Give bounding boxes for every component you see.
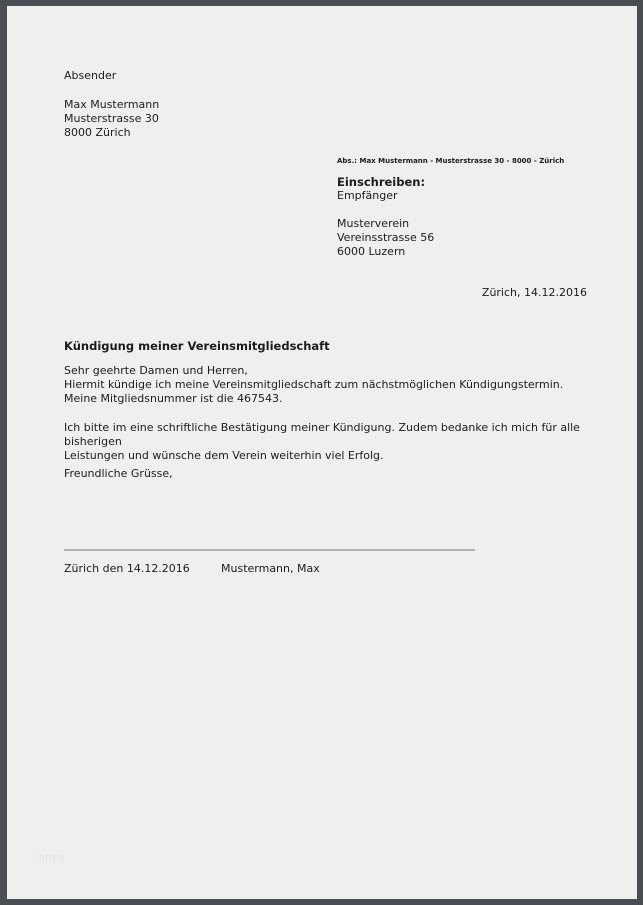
- subject-line: Kündigung meiner Vereinsmitgliedschaft: [64, 339, 330, 353]
- signature-place-date: Zürich den 14.12.2016: [64, 562, 190, 575]
- signature-rule: [64, 549, 475, 551]
- delivery-type: Einschreiben:: [337, 175, 426, 189]
- body-paragraph-2: [64, 421, 594, 463]
- signature-row: [64, 562, 475, 576]
- sender-name: Max Mustermann: [64, 98, 160, 111]
- recipient-city: 6000 Luzern: [337, 245, 406, 258]
- closing-line: Freundliche Grüsse,: [64, 467, 173, 480]
- date-line: Zürich, 14.12.2016: [481, 286, 587, 299]
- salutation: Sehr geehrte Damen und Herren,: [64, 364, 248, 377]
- body-line: Leistungen und wünsche dem Verein weiterhin viel Erfolg.: [64, 449, 384, 462]
- body-line: Meine Mitgliedsnummer ist die 467543.: [64, 392, 283, 405]
- return-address-line: Abs.: Max Mustermann - Musterstrasse 30 - 8000 - Zürich: [337, 157, 565, 165]
- recipient-name: Musterverein: [337, 217, 410, 230]
- body-line: Hiermit kündige ich meine Vereinsmitgliedschaft zum nächstmöglichen Kündigungstermin.: [64, 378, 564, 391]
- recipient-address-block: [337, 217, 434, 259]
- signature-name: Mustermann, Max: [221, 562, 320, 575]
- body-paragraph-1: [64, 364, 594, 406]
- sender-city: 8000 Zürich: [64, 126, 131, 139]
- sender-label: Absender: [64, 69, 117, 82]
- watermark-text: https: [39, 853, 65, 863]
- body-line: Ich bitte im eine schriftliche Bestätigung meiner Kündigung. Zudem bedanke ich mich für alle bisherigen: [64, 421, 580, 448]
- sender-address-block: [64, 98, 159, 140]
- recipient-street: Vereinsstrasse 56: [337, 231, 435, 244]
- sender-street: Musterstrasse 30: [64, 112, 159, 125]
- recipient-label: Empfänger: [337, 189, 398, 202]
